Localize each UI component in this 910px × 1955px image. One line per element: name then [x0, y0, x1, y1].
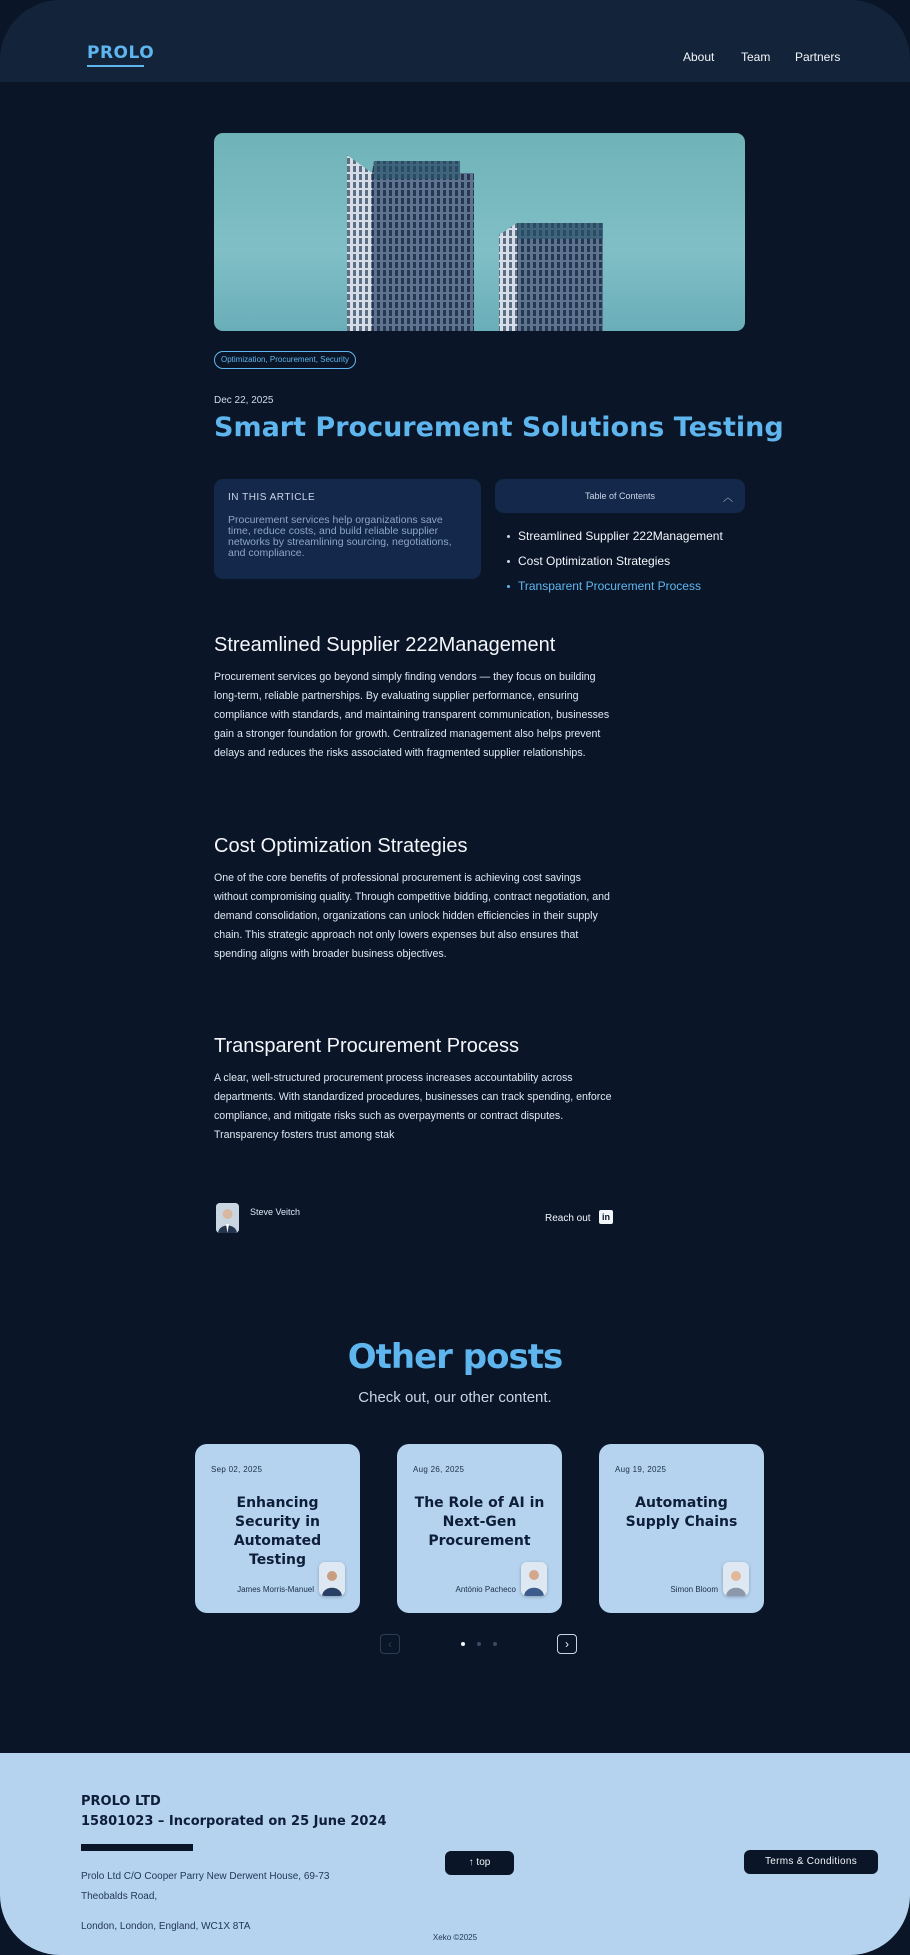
logo-text: PROLO: [87, 43, 155, 63]
footer-registration: 15801023 – Incorporated on 25 June 2024: [81, 1814, 387, 1829]
carousel-prev-button[interactable]: ‹: [380, 1634, 400, 1654]
section-heading: Transparent Procurement Process: [214, 1035, 519, 1057]
section-heading: Cost Optimization Strategies: [214, 835, 468, 857]
site-header: [0, 0, 910, 82]
post-card[interactable]: [195, 1444, 360, 1613]
footer-address-line: London, London, England, WC1X 8TA: [81, 1921, 251, 1932]
logo[interactable]: [87, 43, 154, 63]
post-date: Sep 02, 2025: [211, 1465, 263, 1474]
post-date: Aug 26, 2025: [413, 1465, 465, 1474]
toc-item-label: Cost Optimization Strategies: [518, 554, 671, 568]
other-posts-title: Other posts: [347, 1337, 563, 1377]
post-author-avatar: [521, 1562, 547, 1596]
author-avatar: [216, 1203, 239, 1233]
bullet-icon: [507, 585, 510, 588]
section-body: Procurement services go beyond simply finding vendors — they focus on building long-term, reliable partnerships. By evaluating supplier performance, ensuring compliance with standards, and maintaining transparent communication, businesses gain a stronger foundation for growth. Centralized management also helps prevent delays and reduces the risks associated with fragmented supplier relationships.: [214, 671, 610, 759]
bullet-icon: [507, 560, 510, 563]
logo-underline: [87, 65, 144, 67]
person-icon: [319, 1562, 345, 1596]
post-title: Automating Supply Chains: [625, 1495, 738, 1530]
article-summary: [214, 479, 481, 579]
post-date: Aug 19, 2025: [615, 1465, 667, 1474]
section-body: One of the core benefits of professional procurement is achieving cost savings without compromising quality. Through competitive bidding, contract negotiation, and demand consolidation, organizations can unlock hidden efficiencies in their supply chain. This strategic approach not only lowers expenses but also ensures that spending aligns with broader business objectives.: [214, 872, 610, 960]
section-heading: Streamlined Supplier 222Management: [214, 634, 556, 656]
footer-company: PROLO LTD: [81, 1794, 161, 1809]
reach-out-link[interactable]: Reach out: [545, 1213, 591, 1224]
buildings-illustration: [214, 133, 745, 331]
post-author-avatar: [319, 1562, 345, 1596]
post-card[interactable]: [599, 1444, 764, 1613]
post-title: The Role of AI in Next-Gen Procurement: [414, 1495, 545, 1549]
carousel-dot[interactable]: [493, 1642, 497, 1646]
nav-partners[interactable]: Partners: [795, 50, 841, 64]
post-author: António Pacheco: [455, 1585, 516, 1594]
person-icon: [521, 1562, 547, 1596]
post-author: James Morris-Manuel: [237, 1585, 314, 1594]
person-icon: [723, 1562, 749, 1596]
bullet-icon: [507, 535, 510, 538]
hero-image: [214, 133, 745, 331]
summary-text: Procurement services help organizations save time, reduce costs, and build reliable supplier networks by streamlining sourcing, negotiations, and compliance.: [228, 514, 452, 559]
article-date: Dec 22, 2025: [214, 395, 274, 406]
other-posts-subtitle: Check out, our other content.: [358, 1389, 552, 1406]
post-title: Enhancing Security in Automated Testing: [233, 1495, 322, 1568]
nav-about[interactable]: About: [683, 50, 715, 64]
toc-item-label: Transparent Procurement Process: [518, 579, 701, 593]
footer-address-line: Theobalds Road,: [81, 1891, 158, 1902]
toc-label: Table of Contents: [584, 491, 656, 501]
post-author-avatar: [723, 1562, 749, 1596]
carousel-dot-active[interactable]: [461, 1642, 465, 1646]
back-to-top-button[interactable]: ↑ top: [445, 1851, 514, 1875]
section-body: A clear, well-structured procurement process increases accountability across departments. With standardized procedures, businesses can track spending, enforce compliance, and mitigate risks such as overpayments or contract disputes. Transparency fosters trust among stak: [214, 1072, 612, 1141]
toc-toggle[interactable]: [495, 479, 745, 513]
terms-button[interactable]: Terms & Conditions: [744, 1850, 878, 1874]
toc-item-label: Streamlined Supplier 222Management: [518, 529, 723, 543]
post-author: Simon Bloom: [670, 1585, 718, 1594]
toc-item[interactable]: [507, 529, 723, 543]
carousel-next-button[interactable]: ›: [557, 1634, 577, 1654]
toc-item-active[interactable]: [507, 579, 701, 593]
toc-item[interactable]: [507, 554, 670, 568]
nav-team[interactable]: Team: [741, 50, 771, 64]
footer-copyright: Xeko ©2025: [432, 1933, 478, 1942]
author-name: Steve Veitch: [250, 1207, 301, 1217]
summary-label: IN THIS ARTICLE: [228, 492, 316, 503]
article-tags[interactable]: Optimization, Procurement, Security: [214, 351, 356, 369]
footer-address-line: Prolo Ltd C/O Cooper Parry New Derwent House, 69-73: [81, 1871, 330, 1882]
carousel-dot[interactable]: [477, 1642, 481, 1646]
article-title: Smart Procurement Solutions Testing: [214, 412, 784, 443]
person-icon: [216, 1203, 239, 1233]
chevron-up-icon: ︿: [723, 493, 733, 504]
post-card[interactable]: [397, 1444, 562, 1613]
footer-divider: [81, 1844, 193, 1851]
linkedin-icon[interactable]: in: [599, 1210, 613, 1224]
